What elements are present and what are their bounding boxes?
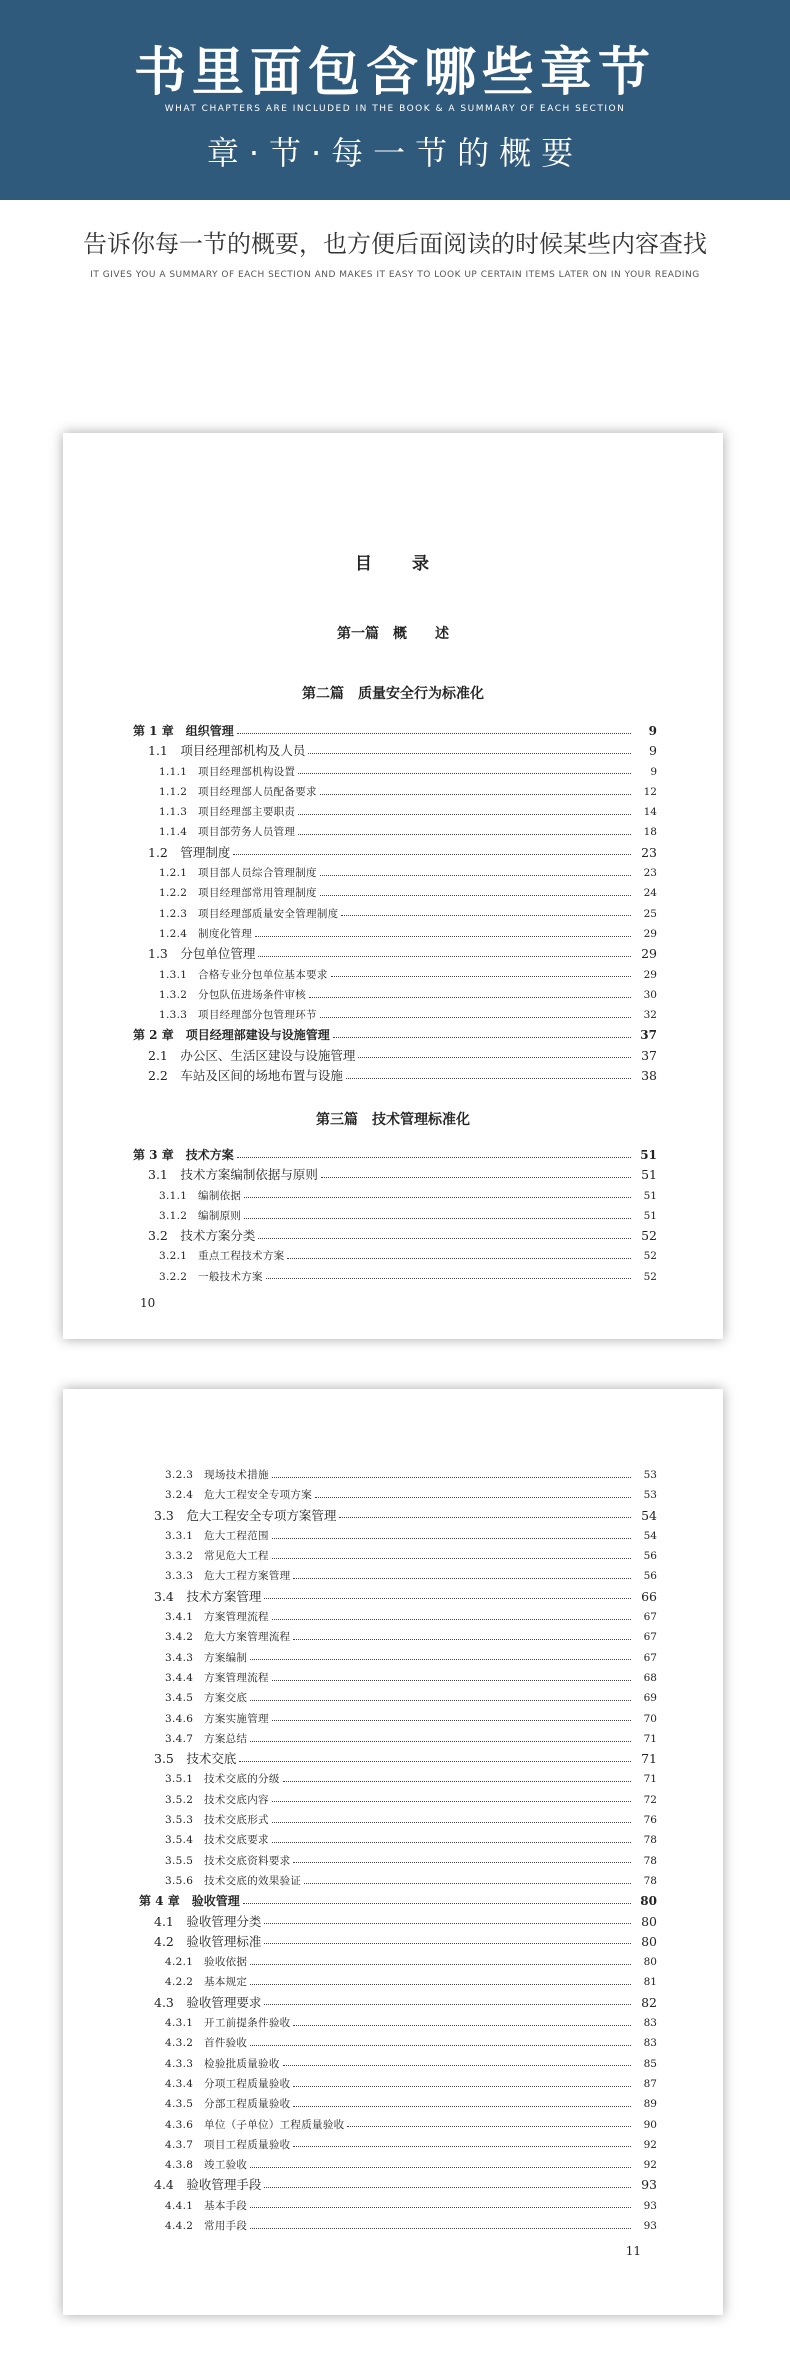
toc-leader-dots	[308, 753, 631, 754]
toc-leader-dots	[293, 1639, 631, 1640]
toc-page-1	[63, 433, 723, 1339]
toc-leader-dots	[320, 794, 631, 795]
toc-leader-dots	[320, 875, 631, 876]
toc-entry-label: 3.3.3 危大工程方案管理	[165, 1566, 293, 1586]
toc-entry-page: 56	[643, 1550, 657, 1563]
toc-entry-label: 1.1.1 项目经理部机构设置	[159, 762, 298, 782]
toc-entry-page: 37	[640, 1028, 657, 1043]
toc-leader-dots	[293, 2106, 631, 2107]
toc-leader-dots	[258, 1238, 631, 1239]
toc-entry-page: 90	[643, 2118, 657, 2131]
toc-subsection-entry	[133, 883, 657, 903]
toc-leader-dots	[293, 1578, 631, 1579]
toc-subsection-entry	[139, 1485, 657, 1505]
toc-subsection-entry	[139, 1526, 657, 1546]
toc-subsection-entry	[133, 1246, 657, 1266]
toc-entry-label: 1.2 管理制度	[148, 843, 233, 863]
toc-leader-dots	[272, 1801, 631, 1802]
toc-entry-page: 25	[643, 907, 657, 920]
toc-entry-label: 3.1 技术方案编制依据与原则	[148, 1165, 321, 1185]
toc-entry-page: 54	[643, 1529, 657, 1542]
toc-leader-dots	[264, 1943, 631, 1944]
toc-entry-page: 67	[643, 1631, 657, 1644]
toc-leader-dots	[250, 1741, 631, 1742]
toc-leader-dots	[293, 2025, 631, 2026]
toc-entry-label: 1.1.3 项目经理部主要职责	[159, 802, 298, 822]
header-banner	[0, 0, 790, 200]
toc-subsection-entry	[133, 822, 657, 842]
toc-subsection-entry	[139, 1607, 657, 1627]
toc-section-entry	[133, 1165, 657, 1185]
toc-leader-dots	[250, 1700, 631, 1701]
toc-entry-label: 3.4 技术方案管理	[154, 1587, 264, 1607]
toc-leader-dots	[309, 997, 631, 998]
toc-leader-dots	[250, 2045, 631, 2046]
toc-entry-label: 4.4.1 基本手段	[165, 2196, 250, 2216]
part-heading-1: 第一篇 概 述	[337, 626, 449, 642]
toc-entry-label: 3.4.5 方案交底	[165, 1688, 250, 1708]
toc-entry-page: 29	[643, 927, 657, 940]
toc-entry-label: 第 2 章 项目经理部建设与设施管理	[133, 1025, 333, 1045]
toc-entry-page: 23	[641, 844, 657, 860]
toc-subsection-entry	[139, 2074, 657, 2094]
toc-entry-page: 89	[643, 2098, 657, 2111]
toc-entry-label: 4.2.1 验收依据	[165, 1952, 250, 1972]
toc-leader-dots	[264, 1598, 631, 1599]
toc-entry-label: 4.3.1 开工前提条件验收	[165, 2013, 293, 2033]
toc-subsection-entry	[133, 924, 657, 944]
toc-subsection-entry	[139, 1790, 657, 1810]
toc-leader-dots	[283, 2065, 631, 2066]
toc-entry-label: 3.2.4 危大工程安全专项方案	[165, 1485, 315, 1505]
toc-leader-dots	[237, 1157, 631, 1158]
toc-leader-dots	[264, 2004, 631, 2005]
toc-entry-page: 87	[643, 2077, 657, 2090]
toc-entry-page: 72	[643, 1793, 657, 1806]
toc-entry-page: 68	[643, 1671, 657, 1684]
intro-text-en: IT GIVES YOU A SUMMARY OF EACH SECTION AND MAKES IT EASY TO LOOK UP CERTAIN ITEMS LATER ON IN YOUR READING	[90, 270, 700, 280]
toc-entry-label: 3.5.4 技术交底要求	[165, 1830, 272, 1850]
toc-leader-dots	[266, 1278, 631, 1279]
toc-leader-dots	[272, 1619, 631, 1620]
toc-entry-label: 3.3.1 危大工程范围	[165, 1526, 272, 1546]
toc-leader-dots	[272, 1680, 631, 1681]
toc-entry-label: 4.3.7 项目工程质量验收	[165, 2135, 293, 2155]
toc-entry-label: 3.1.1 编制依据	[159, 1186, 244, 1206]
toc-entry-page: 51	[643, 1189, 657, 1202]
toc-entry-page: 51	[643, 1209, 657, 1222]
toc-entry-page: 85	[643, 2057, 657, 2070]
toc-entry-page: 9	[648, 724, 657, 738]
toc-entry-label: 3.4.1 方案管理流程	[165, 1607, 272, 1627]
part-heading-3: 第三篇 技术管理标准化	[316, 1112, 470, 1128]
toc-leader-dots	[298, 814, 631, 815]
toc-subsection-entry	[133, 1267, 657, 1287]
toc-entry-label: 第 1 章 组织管理	[133, 721, 237, 741]
toc-subsection-entry	[139, 1769, 657, 1789]
toc-leader-dots	[331, 976, 631, 977]
toc-subsection-entry	[139, 1729, 657, 1749]
toc-subsection-entry	[133, 863, 657, 883]
toc-entry-label: 第 3 章 技术方案	[133, 1145, 237, 1165]
toc-entry-label: 第 4 章 验收管理	[139, 1891, 243, 1911]
toc-leader-dots	[250, 2207, 631, 2208]
toc-leader-dots	[315, 1497, 631, 1498]
toc-entry-label: 1.3 分包单位管理	[148, 944, 258, 964]
toc-entry-label: 1.1.4 项目部劳务人员管理	[159, 822, 298, 842]
toc-leader-dots	[272, 1720, 631, 1721]
toc-entry-label: 1.3.1 合格专业分包单位基本要求	[159, 965, 331, 985]
toc-entry-label: 3.5.6 技术交底的效果验证	[165, 1871, 304, 1891]
toc-entry-page: 29	[643, 968, 657, 981]
toc-leader-dots	[272, 1477, 631, 1478]
toc-section-entry	[139, 1912, 657, 1932]
toc-subsection-entry	[139, 1668, 657, 1688]
toc-entry-page: 80	[641, 1933, 657, 1949]
toc-subsection-entry	[139, 2196, 657, 2216]
toc-entry-page: 93	[643, 2219, 657, 2232]
toc-leader-dots	[244, 1218, 631, 1219]
toc-leader-dots	[333, 1037, 631, 1038]
toc-entry-page: 66	[641, 1588, 657, 1604]
banner-subtitle-en: WHAT CHAPTERS ARE INCLUDED IN THE BOOK & A SUMMARY OF EACH SECTION	[164, 104, 626, 114]
toc-subsection-entry	[139, 1627, 657, 1647]
toc-entry-label: 4.2 验收管理标准	[154, 1932, 264, 1952]
toc-section-entry	[139, 1506, 657, 1526]
toc-section-entry	[139, 2175, 657, 2195]
toc-entry-label: 4.3.2 首件验收	[165, 2033, 250, 2053]
toc-leader-dots	[239, 1761, 631, 1762]
toc-leader-dots	[341, 915, 631, 916]
toc-entry-label: 3.3.2 常见危大工程	[165, 1546, 272, 1566]
toc-entry-label: 2.1 办公区、生活区建设与设施管理	[148, 1046, 358, 1066]
toc-block-part2	[133, 721, 657, 1086]
toc-leader-dots	[233, 854, 631, 855]
toc-leader-dots	[304, 1883, 631, 1884]
toc-subsection-entry	[139, 2216, 657, 2236]
toc-leader-dots	[255, 936, 631, 937]
toc-subsection-entry	[133, 904, 657, 924]
toc-leader-dots	[298, 834, 631, 835]
toc-entry-label: 1.2.2 项目经理部常用管理制度	[159, 883, 320, 903]
toc-entry-label: 3.2 技术方案分类	[148, 1226, 258, 1246]
toc-section-entry	[133, 1226, 657, 1246]
toc-entry-page: 76	[643, 1814, 657, 1827]
toc-leader-dots	[298, 773, 631, 774]
toc-leader-dots	[264, 1923, 631, 1924]
toc-subsection-entry	[139, 2135, 657, 2155]
toc-subsection-entry	[133, 965, 657, 985]
toc-entry-page: 78	[643, 1874, 657, 1887]
toc-chapter-entry	[133, 721, 657, 741]
toc-leader-dots	[272, 1822, 631, 1823]
toc-entry-page: 29	[641, 946, 657, 962]
toc-title: 目 录	[355, 554, 431, 574]
toc-entry-page: 71	[643, 1732, 657, 1745]
toc-leader-dots	[293, 2086, 631, 2087]
toc-leader-dots	[250, 2167, 631, 2168]
toc-entry-label: 3.4.2 危大方案管理流程	[165, 1627, 293, 1647]
toc-entry-page: 71	[643, 1773, 657, 1786]
toc-leader-dots	[358, 1057, 631, 1058]
toc-entry-page: 70	[643, 1712, 657, 1725]
toc-leader-dots	[250, 1659, 631, 1660]
toc-subsection-entry	[133, 762, 657, 782]
toc-section-entry	[133, 1066, 657, 1086]
toc-entry-page: 67	[643, 1611, 657, 1624]
toc-leader-dots	[250, 1984, 631, 1985]
toc-entry-label: 1.2.1 项目部人员综合管理制度	[159, 863, 320, 883]
toc-entry-label: 3.5.2 技术交底内容	[165, 1790, 272, 1810]
banner-subtitle-cn: 章·节·每一节的概要	[206, 134, 584, 172]
toc-entry-page: 52	[643, 1250, 657, 1263]
toc-subsection-entry	[133, 985, 657, 1005]
toc-section-entry	[133, 843, 657, 863]
toc-section-entry	[133, 1046, 657, 1066]
toc-subsection-entry	[139, 1952, 657, 1972]
toc-entry-label: 1.1.2 项目经理部人员配备要求	[159, 782, 320, 802]
part-heading-2: 第二篇 质量安全行为标准化	[302, 686, 484, 702]
toc-subsection-entry	[139, 1851, 657, 1871]
toc-chapter-entry	[139, 1891, 657, 1911]
toc-entry-page: 18	[643, 826, 657, 839]
toc-block-part3	[133, 1145, 657, 1287]
toc-entry-page: 83	[643, 2017, 657, 2030]
toc-leader-dots	[250, 2228, 631, 2229]
toc-leader-dots	[293, 2146, 631, 2147]
toc-subsection-entry	[139, 1688, 657, 1708]
toc-entry-page: 14	[643, 806, 657, 819]
toc-leader-dots	[347, 2126, 631, 2127]
toc-entry-page: 80	[641, 1913, 657, 1929]
toc-leader-dots	[321, 1177, 631, 1178]
toc-entry-label: 1.2.3 项目经理部质量安全管理制度	[159, 904, 341, 924]
toc-entry-label: 3.5.3 技术交底形式	[165, 1810, 272, 1830]
toc-entry-label: 1.3.2 分包队伍进场条件审核	[159, 985, 309, 1005]
toc-entry-page: 53	[643, 1469, 657, 1481]
toc-subsection-entry	[139, 1871, 657, 1891]
toc-entry-label: 3.2.2 一般技术方案	[159, 1267, 266, 1287]
toc-entry-label: 1.2.4 制度化管理	[159, 924, 255, 944]
toc-entry-label: 3.5.5 技术交底资料要求	[165, 1851, 293, 1871]
toc-entry-page: 23	[643, 867, 657, 880]
banner-title: 书里面包含哪些章节	[133, 43, 656, 103]
toc-subsection-entry	[139, 1972, 657, 1992]
toc-entry-label: 4.4.2 常用手段	[165, 2216, 250, 2236]
toc-subsection-entry	[139, 1810, 657, 1830]
toc-leader-dots	[237, 733, 631, 734]
toc-leader-dots	[283, 1781, 631, 1782]
toc-subsection-entry	[139, 2013, 657, 2033]
toc-entry-page: 83	[643, 2037, 657, 2050]
toc-block-continued	[139, 1465, 657, 2236]
toc-entry-page: 82	[641, 1994, 657, 2010]
toc-leader-dots	[264, 2187, 631, 2188]
toc-entry-label: 4.3.8 竣工验收	[165, 2155, 250, 2175]
toc-entry-page: 12	[643, 785, 657, 798]
toc-entry-label: 3.4.4 方案管理流程	[165, 1668, 272, 1688]
toc-subsection-entry	[139, 1546, 657, 1566]
toc-entry-page: 54	[641, 1507, 657, 1523]
toc-leader-dots	[287, 1258, 631, 1259]
toc-entry-label: 4.3 验收管理要求	[154, 1993, 264, 2013]
toc-entry-page: 32	[643, 1009, 657, 1022]
toc-entry-page: 38	[641, 1068, 657, 1084]
page-number: 11	[625, 2244, 641, 2258]
toc-entry-page: 67	[643, 1651, 657, 1664]
toc-entry-label: 3.5 技术交底	[154, 1749, 239, 1769]
toc-leader-dots	[272, 1558, 631, 1559]
toc-subsection-entry	[139, 1648, 657, 1668]
toc-subsection-entry	[139, 2155, 657, 2175]
toc-entry-label: 4.3.5 分部工程质量验收	[165, 2094, 293, 2114]
toc-entry-page: 81	[643, 1976, 657, 1989]
toc-leader-dots	[272, 1538, 631, 1539]
toc-entry-page: 9	[649, 743, 657, 759]
toc-chapter-entry	[133, 1025, 657, 1045]
toc-entry-page: 9	[650, 765, 657, 778]
toc-entry-page: 37	[641, 1047, 657, 1063]
toc-section-entry	[139, 1993, 657, 2013]
toc-leader-dots	[258, 956, 631, 957]
toc-leader-dots	[346, 1078, 631, 1079]
toc-entry-label: 3.3 危大工程安全专项方案管理	[154, 1506, 339, 1526]
toc-entry-page: 80	[640, 1894, 657, 1909]
toc-entry-page: 92	[643, 2159, 657, 2172]
toc-entry-page: 51	[640, 1148, 657, 1162]
toc-section-entry	[139, 1587, 657, 1607]
toc-subsection-entry	[139, 2054, 657, 2074]
toc-entry-page: 24	[643, 887, 657, 900]
toc-subsection-entry	[139, 2115, 657, 2135]
toc-section-entry	[133, 944, 657, 964]
toc-leader-dots	[320, 1017, 631, 1018]
toc-entry-label: 3.1.2 编制原则	[159, 1206, 244, 1226]
toc-subsection-entry	[139, 2033, 657, 2053]
toc-subsection-entry	[133, 802, 657, 822]
toc-entry-label: 4.1 验收管理分类	[154, 1912, 264, 1932]
toc-entry-page: 78	[643, 1854, 657, 1867]
toc-entry-page: 30	[643, 988, 657, 1001]
toc-entry-label: 3.2.1 重点工程技术方案	[159, 1246, 287, 1266]
toc-entry-page: 80	[643, 1956, 657, 1969]
toc-entry-label: 1.1 项目经理部机构及人员	[148, 741, 308, 761]
toc-subsection-entry	[139, 1566, 657, 1586]
toc-entry-label: 3.5.1 技术交底的分级	[165, 1769, 283, 1789]
toc-entry-page: 53	[643, 1489, 657, 1502]
toc-subsection-entry	[139, 1830, 657, 1850]
toc-entry-page: 93	[641, 2177, 657, 2193]
toc-leader-dots	[244, 1197, 631, 1198]
toc-page-2	[63, 1389, 723, 2315]
toc-entry-label: 1.3.3 项目经理部分包管理环节	[159, 1005, 320, 1025]
toc-section-entry	[139, 1932, 657, 1952]
toc-entry-page: 52	[641, 1228, 657, 1244]
page-number: 10	[140, 1296, 156, 1310]
intro-text-cn: 告诉你每一节的概要，也方便后面阅读的时候某些内容查找	[83, 230, 707, 258]
toc-leader-dots	[250, 1964, 631, 1965]
toc-entry-page: 93	[643, 2199, 657, 2212]
toc-subsection-entry	[139, 2094, 657, 2114]
toc-leader-dots	[339, 1517, 631, 1518]
toc-entry-label: 3.4.3 方案编制	[165, 1648, 250, 1668]
toc-entry-page: 51	[641, 1167, 657, 1183]
toc-subsection-entry	[133, 1186, 657, 1206]
toc-entry-label: 4.3.6 单位（子单位）工程质量验收	[165, 2115, 347, 2135]
toc-subsection-entry	[139, 1465, 657, 1485]
toc-section-entry	[139, 1749, 657, 1769]
toc-entry-label: 3.4.7 方案总结	[165, 1729, 250, 1749]
toc-entry-page: 69	[643, 1692, 657, 1705]
toc-entry-label: 2.2 车站及区间的场地布置与设施	[148, 1066, 346, 1086]
toc-section-entry	[133, 741, 657, 761]
toc-entry-label: 4.3.3 检验批质量验收	[165, 2054, 283, 2074]
toc-entry-label: 3.4.6 方案实施管理	[165, 1709, 272, 1729]
toc-subsection-entry	[133, 1005, 657, 1025]
toc-entry-page: 78	[643, 1834, 657, 1847]
toc-leader-dots	[243, 1903, 631, 1904]
toc-subsection-entry	[133, 1206, 657, 1226]
toc-chapter-entry	[133, 1145, 657, 1165]
toc-entry-page: 92	[643, 2138, 657, 2151]
toc-leader-dots	[272, 1842, 631, 1843]
toc-subsection-entry	[133, 782, 657, 802]
toc-entry-page: 52	[643, 1270, 657, 1283]
toc-entry-page: 71	[641, 1751, 657, 1767]
toc-entry-label: 4.3.4 分项工程质量验收	[165, 2074, 293, 2094]
toc-entry-label: 4.2.2 基本规定	[165, 1972, 250, 1992]
toc-leader-dots	[293, 1862, 631, 1863]
toc-entry-label: 3.2.3 现场技术措施	[165, 1465, 272, 1485]
toc-leader-dots	[320, 895, 631, 896]
toc-entry-page: 56	[643, 1570, 657, 1583]
toc-entry-label: 4.4 验收管理手段	[154, 2175, 264, 2195]
toc-subsection-entry	[139, 1709, 657, 1729]
